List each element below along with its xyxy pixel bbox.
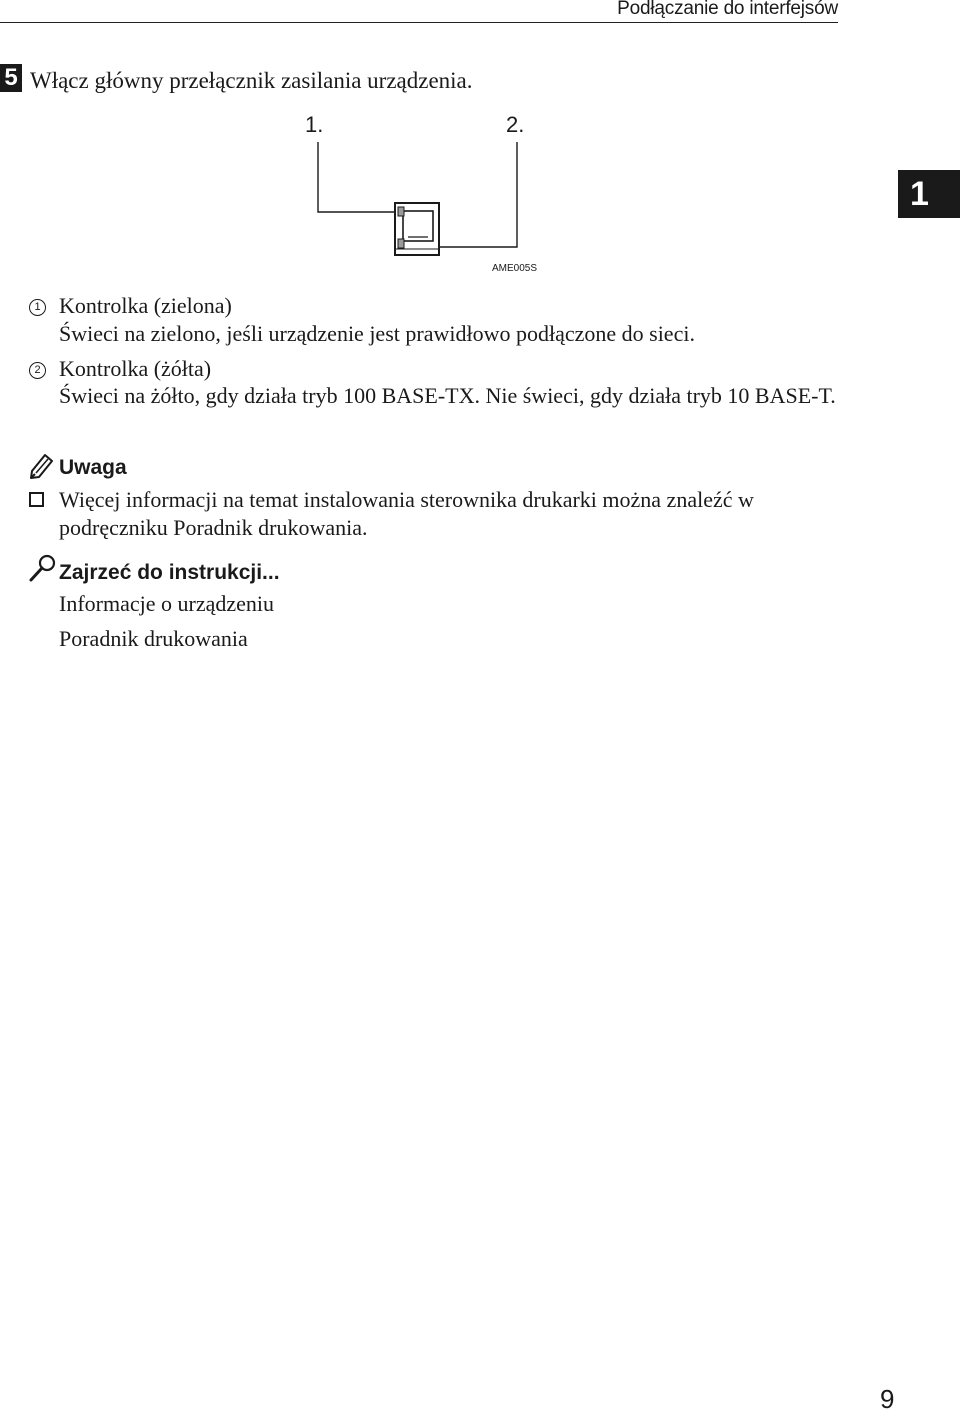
diagram-code: AME005S xyxy=(492,263,538,274)
diagram-callout-1: 1. xyxy=(305,112,324,137)
reference-title: Zajrzeć do instrukcji... xyxy=(59,561,280,584)
running-header: Podłączanie do interfejsów xyxy=(617,0,838,19)
ethernet-port-diagram xyxy=(300,135,540,265)
header-rule xyxy=(0,22,838,23)
item-description-1: Świeci na zielono, jeśli urządzenie jest prawidłowo podłączone do sieci. xyxy=(59,321,695,346)
item-description-2: Świeci na żółto, gdy działa tryb 100 BASE-TX. Nie świeci, gdy działa tryb 10 BASE-T. xyxy=(59,383,836,408)
leader-line-1 xyxy=(318,142,396,212)
item-title-2: Kontrolka (żółta) xyxy=(59,356,212,381)
magnifier-reference-icon xyxy=(28,553,58,583)
item-marker-2: 2 xyxy=(29,362,46,379)
reference-link-2: Poradnik drukowania xyxy=(59,626,248,651)
pencil-note-icon xyxy=(28,451,56,479)
step-number-badge: 5 xyxy=(0,64,22,92)
diagram-callout-2: 2. xyxy=(506,112,525,137)
leader-line-2 xyxy=(440,142,517,247)
item-title-1: Kontrolka (zielona) xyxy=(59,293,232,318)
item-marker-1: 1 xyxy=(29,299,46,316)
checkbox-bullet-icon xyxy=(29,492,44,507)
led-indicator-1 xyxy=(398,207,404,216)
page-number: 9 xyxy=(880,1384,895,1414)
chapter-tab: 1 xyxy=(898,170,960,218)
step-instruction: Włącz główny przełącznik zasilania urządzenia. xyxy=(30,68,473,93)
reference-link-1: Informacje o urządzeniu xyxy=(59,591,274,616)
note-title: Uwaga xyxy=(59,456,127,479)
note-text: Więcej informacji na temat instalowania sterownika drukarki można znaleźć w podręczniku Poradnik drukowania. xyxy=(59,487,754,540)
led-indicator-2 xyxy=(398,239,404,248)
